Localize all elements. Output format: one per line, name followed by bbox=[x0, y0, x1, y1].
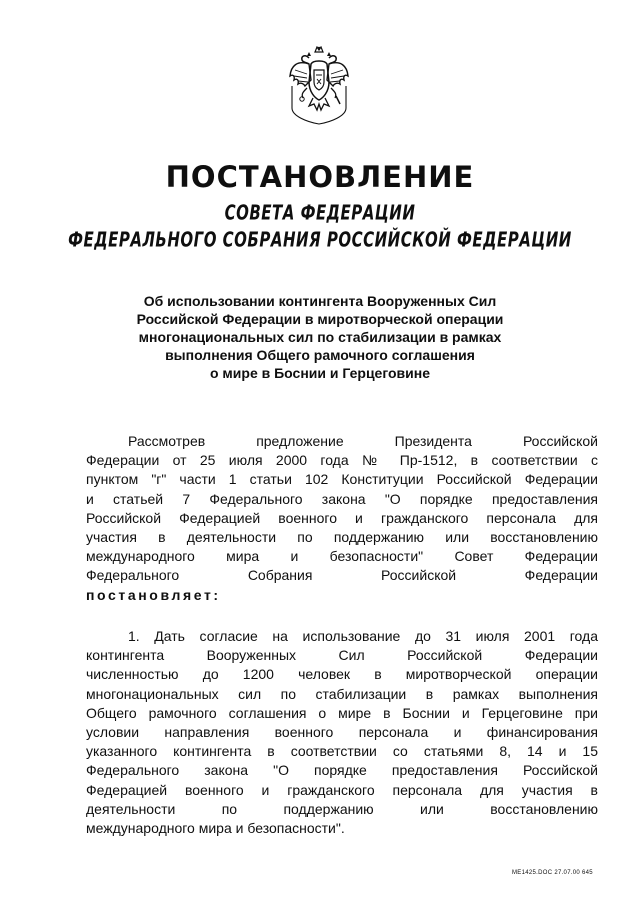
coat-of-arms-icon bbox=[287, 46, 351, 126]
document-title: ПОСТАНОВЛЕНИЕ bbox=[165, 160, 475, 194]
subject-line: Об использовании контингента Вооруженных Сил bbox=[143, 293, 497, 309]
subject-line: о мире в Боснии и Герцеговине bbox=[209, 365, 430, 381]
preamble-line: международного мира и безопасности" Совет Федерации bbox=[86, 548, 598, 565]
issuer-line-1: СОВЕТА ФЕДЕРАЦИИ bbox=[224, 200, 416, 225]
resolves-word: постановляет: bbox=[86, 586, 221, 603]
subject-line: многонациональных сил по стабилизации в рамках bbox=[138, 329, 502, 345]
preamble-line: Рассмотрев предложение Президента Российской bbox=[128, 433, 598, 449]
clause-line: деятельности по поддержанию или восстановлению bbox=[86, 800, 598, 817]
clause-line: указанного контингента в соответствии со статьями 8, 14 и 15 bbox=[86, 743, 598, 760]
preamble-line: и статьей 7 Федерального закона "О порядке предоставления bbox=[86, 490, 598, 507]
preamble-paragraph bbox=[86, 432, 598, 605]
clause-line: Федерацией военного и гражданского персонала для участия в bbox=[86, 781, 598, 798]
subject-line: Российской Федерации в миротворческой операции bbox=[136, 311, 504, 327]
preamble-line: Федерального Собрания Российской Федерации bbox=[86, 567, 598, 584]
resolution-subject bbox=[70, 292, 570, 382]
preamble-line: Федерации от 25 июля 2000 года № Пр-1512, в соответствии с bbox=[86, 452, 598, 469]
clause-line: численностью до 1200 человек в миротворческой операции bbox=[86, 666, 598, 683]
issuer-line-2: ФЕДЕРАЛЬНОГО СОБРАНИЯ РОССИЙСКОЙ ФЕДЕРАЦИИ bbox=[68, 227, 572, 252]
clause-line: контингента Вооруженных Сил Российской Федерации bbox=[86, 647, 598, 664]
clause-line: Общего рамочного соглашения о мире в Боснии и Герцеговине при bbox=[86, 704, 598, 721]
file-code-footer: ME1425.DOC 27.07.00 645 bbox=[512, 870, 593, 876]
preamble-line: Российской Федерацией военного и гражданского персонала для bbox=[86, 509, 598, 526]
clause-line: Федерального закона "О порядке предоставления Российской bbox=[86, 762, 598, 779]
preamble-line: участия в деятельности по поддержанию или восстановлению bbox=[86, 529, 598, 546]
clause-line: 1. Дать согласие на использование до 31 июля 2001 года bbox=[128, 628, 598, 644]
clause-1-paragraph bbox=[86, 627, 598, 838]
clause-line: многонациональных сил по стабилизации в рамках выполнения bbox=[86, 685, 598, 702]
subject-line: выполнения Общего рамочного соглашения bbox=[165, 347, 475, 363]
clause-line: международного мира и безопасности". bbox=[86, 820, 345, 837]
clause-line: условии направления военного персонала и финансирования bbox=[86, 724, 598, 741]
preamble-line: пунктом "г" части 1 статьи 102 Конституции Российской Федерации bbox=[86, 471, 598, 488]
